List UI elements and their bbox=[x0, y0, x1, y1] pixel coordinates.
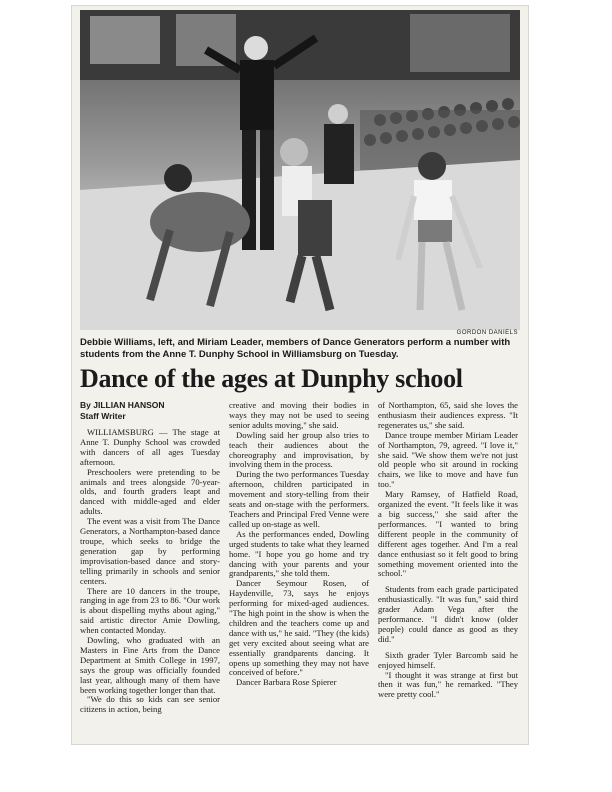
dancers-photo-illustration bbox=[80, 10, 520, 330]
article-paragraph: Sixth grader Tyler Barcomb said he enjoyed himself. bbox=[378, 649, 518, 670]
article-paragraph: As the performances ended, Dowling urged students to take what they learned home. "I hope you go home and try dancing with your parents and your grandparents," she told them. bbox=[229, 528, 369, 579]
article-paragraph: Dancer Barbara Rose Spierer bbox=[236, 677, 337, 688]
article-column-2 bbox=[229, 401, 369, 688]
article-photo bbox=[80, 10, 520, 330]
article-paragraph: Students from each grade participated enthusiastically. "It was fun," said third grader Adam Vega after the performance. "I didn't know (older people) could dance as good as they did." bbox=[378, 584, 518, 644]
article-headline: Dance of the ages at Dunphy school bbox=[80, 364, 463, 393]
article-paragraph: of Northampton, 65, said she loves the enthusiasm their audiences express. "It regenerates us," she said. bbox=[378, 400, 518, 430]
article-paragraph: "We do this so kids can see senior citizens in action, being bbox=[80, 694, 220, 715]
article-paragraph: creative and moving their bodies in ways they may not be used to seeing senior adults moving," she said. bbox=[229, 400, 369, 430]
photo-caption: Debbie Williams, left, and Miriam Leader, members of Dance Generators perform a number with students from the Anne T. Dunphy School in Williamsburg on Tuesday. bbox=[80, 337, 511, 360]
byline-author: By JILLIAN HANSON bbox=[80, 400, 165, 410]
article-paragraph: WILLIAMSBURG — The stage at Anne T. Dunphy School was crowded with dancers of all ages Tuesday afternoon. bbox=[80, 427, 220, 467]
article-column-3 bbox=[378, 401, 518, 700]
article-paragraph: "I thought it was strange at first but then it was fun," he remarked. "They were pretty cool." bbox=[378, 669, 518, 700]
article-paragraph: The event was a visit from The Dance Generators, a Northampton-based dance troupe, which seeks to bridge the generation gap by performing improvisation-based dance and story-telling primarily in schools and senior centers. bbox=[80, 516, 220, 586]
photo-credit: GORDON DANIELS bbox=[456, 330, 518, 336]
article-paragraph: During the two performances Tuesday afternoon, children participated in movement and story-telling from their seats and on-stage with the performers. Teachers and Principal Fred Venne were called up on-stage as well. bbox=[229, 469, 369, 529]
article-paragraph: Dancer Seymour Rosen, of Haydenville, 73, says he enjoys performing for mixed-aged audiences. "The high point in the show is when the children and the teachers come up and dance with us," he said. "They (the kids) get very excited about seeing what are essentially grandparents dancing. It opens up something they may not have conceived of before." bbox=[229, 578, 369, 678]
article-paragraph: There are 10 dancers in the troupe, ranging in age from 23 to 86. "Our work is about dispelling myths about aging," said artistic director Amie Dowling, when contacted Monday. bbox=[80, 585, 220, 636]
article-column-1 bbox=[80, 428, 220, 715]
article-paragraph: Dowling, who graduated with an Masters in Fine Arts from the Dance Department at Smith College in 1997, says the group was officially founded last year, although many of them have been working together longer than that. bbox=[80, 635, 220, 695]
byline bbox=[80, 400, 220, 421]
byline-title: Staff Writer bbox=[80, 410, 126, 421]
article-paragraph: Dance troupe member Miriam Leader of Northampton, 79, agreed. "I love it," she said. "We show them we're not just old people who sit around in rocking chairs, we like to move and have fun too." bbox=[378, 429, 518, 490]
article-paragraph: Mary Ramsey, of Hatfield Road, organized the event. "It feels like it was a big success," she said after the performances. "I wanted to bring different people in the community of different ages together. And I'm a real dance enthusiast so it felt good to bring something movement oriented into the school." bbox=[378, 489, 518, 579]
article-paragraph: Dowling said her group also tries to teach their audiences about the choreography and improvisation, by involving them in the process. bbox=[229, 429, 369, 470]
article-paragraph: Preschoolers were pretending to be animals and trees alongside 70-year-olds, and fourth graders leapt and danced with middle-aged and elder adults. bbox=[80, 466, 220, 517]
